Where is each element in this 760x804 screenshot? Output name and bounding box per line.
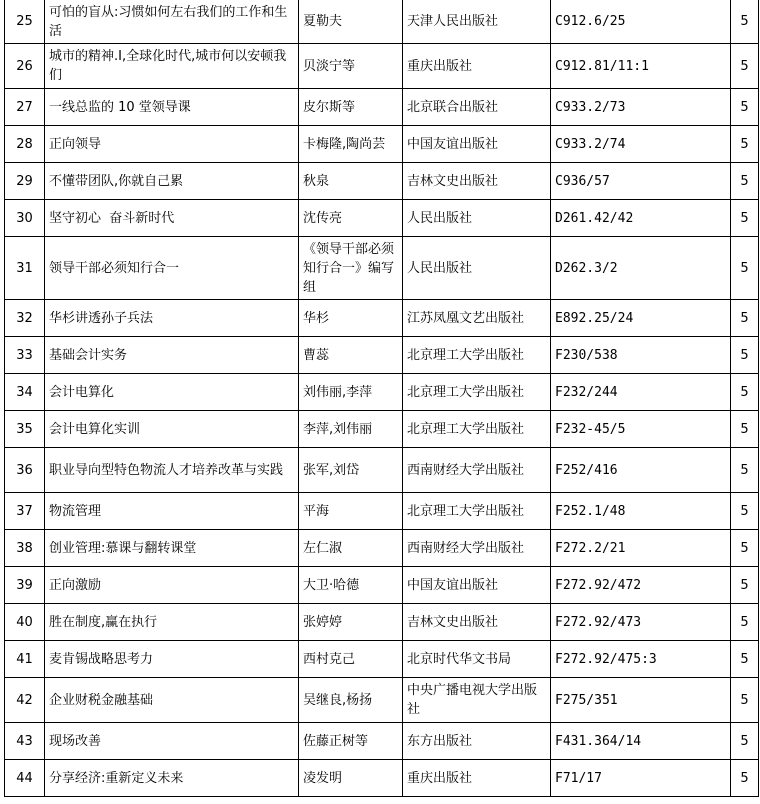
call-number: C912.81/11:1 (551, 44, 731, 89)
table-row (5, 300, 759, 337)
row-number: 32 (5, 300, 45, 337)
copy-count: 5 (731, 567, 759, 604)
copy-count: 5 (731, 641, 759, 678)
table-row (5, 604, 759, 641)
book-publisher: 中央广播电视大学出版社 (403, 678, 551, 723)
book-author: 《领导干部必须知行合一》编写组 (299, 237, 403, 300)
call-number: F252.1/48 (551, 493, 731, 530)
row-number: 31 (5, 237, 45, 300)
row-number: 40 (5, 604, 45, 641)
book-title: 坚守初心 奋斗新时代 (45, 200, 299, 237)
call-number: F272.92/472 (551, 567, 731, 604)
table-row (5, 0, 759, 44)
book-author: 张婷婷 (299, 604, 403, 641)
table-row (5, 530, 759, 567)
call-number: F275/351 (551, 678, 731, 723)
book-publisher: 北京理工大学出版社 (403, 337, 551, 374)
call-number: E892.25/24 (551, 300, 731, 337)
call-number: F232/244 (551, 374, 731, 411)
copy-count: 5 (731, 760, 759, 797)
book-publisher: 人民出版社 (403, 237, 551, 300)
call-number: C933.2/73 (551, 89, 731, 126)
table-row (5, 163, 759, 200)
table-row (5, 200, 759, 237)
row-number: 44 (5, 760, 45, 797)
copy-count: 5 (731, 604, 759, 641)
row-number: 43 (5, 723, 45, 760)
row-number: 42 (5, 678, 45, 723)
table-row (5, 448, 759, 493)
row-number: 33 (5, 337, 45, 374)
row-number: 35 (5, 411, 45, 448)
book-catalog-table (4, 0, 759, 797)
table-row (5, 44, 759, 89)
row-number: 27 (5, 89, 45, 126)
row-number: 26 (5, 44, 45, 89)
copy-count: 5 (731, 493, 759, 530)
copy-count: 5 (731, 678, 759, 723)
book-title: 华杉讲透孙子兵法 (45, 300, 299, 337)
book-author: 刘伟丽,李萍 (299, 374, 403, 411)
call-number: F431.364/14 (551, 723, 731, 760)
book-author: 大卫·哈德 (299, 567, 403, 604)
copy-count: 5 (731, 200, 759, 237)
call-number: C933.2/74 (551, 126, 731, 163)
copy-count: 5 (731, 448, 759, 493)
book-publisher: 天津人民出版社 (403, 0, 551, 44)
book-title: 正向激励 (45, 567, 299, 604)
call-number: C912.6/25 (551, 0, 731, 44)
call-number: F272.2/21 (551, 530, 731, 567)
table-row (5, 760, 759, 797)
book-title: 创业管理:慕课与翻转课堂 (45, 530, 299, 567)
book-author: 卡梅隆,陶尚芸 (299, 126, 403, 163)
copy-count: 5 (731, 89, 759, 126)
call-number: F252/416 (551, 448, 731, 493)
book-publisher: 西南财经大学出版社 (403, 448, 551, 493)
copy-count: 5 (731, 723, 759, 760)
book-title: 可怕的盲从:习惯如何左右我们的工作和生活 (45, 0, 299, 44)
table-row (5, 723, 759, 760)
book-author: 皮尔斯等 (299, 89, 403, 126)
table-row (5, 89, 759, 126)
catalog-body (5, 0, 759, 797)
row-number: 39 (5, 567, 45, 604)
row-number: 29 (5, 163, 45, 200)
copy-count: 5 (731, 530, 759, 567)
book-publisher: 北京联合出版社 (403, 89, 551, 126)
book-title: 城市的精神.I,全球化时代,城市何以安顿我们 (45, 44, 299, 89)
table-row (5, 337, 759, 374)
book-publisher: 北京理工大学出版社 (403, 493, 551, 530)
book-title: 不懂带团队,你就自己累 (45, 163, 299, 200)
call-number: F232-45/5 (551, 411, 731, 448)
row-number: 30 (5, 200, 45, 237)
book-author: 夏勒夫 (299, 0, 403, 44)
book-author: 张军,刘岱 (299, 448, 403, 493)
book-author: 李萍,刘伟丽 (299, 411, 403, 448)
call-number: F71/17 (551, 760, 731, 797)
book-publisher: 北京时代华文书局 (403, 641, 551, 678)
book-author: 秋泉 (299, 163, 403, 200)
book-publisher: 吉林文史出版社 (403, 163, 551, 200)
row-number: 38 (5, 530, 45, 567)
book-title: 企业财税金融基础 (45, 678, 299, 723)
table-row (5, 126, 759, 163)
book-publisher: 东方出版社 (403, 723, 551, 760)
book-publisher: 人民出版社 (403, 200, 551, 237)
book-title: 麦肯锡战略思考力 (45, 641, 299, 678)
call-number: D262.3/2 (551, 237, 731, 300)
copy-count: 5 (731, 163, 759, 200)
book-title: 职业导向型特色物流人才培养改革与实践 (45, 448, 299, 493)
row-number: 25 (5, 0, 45, 44)
book-title: 基础会计实务 (45, 337, 299, 374)
row-number: 34 (5, 374, 45, 411)
row-number: 28 (5, 126, 45, 163)
book-author: 平海 (299, 493, 403, 530)
copy-count: 5 (731, 44, 759, 89)
book-publisher: 北京理工大学出版社 (403, 374, 551, 411)
copy-count: 5 (731, 300, 759, 337)
copy-count: 5 (731, 0, 759, 44)
book-author: 佐藤正树等 (299, 723, 403, 760)
book-title: 会计电算化实训 (45, 411, 299, 448)
table-row (5, 678, 759, 723)
book-author: 贝淡宁等 (299, 44, 403, 89)
table-row (5, 411, 759, 448)
book-title: 分享经济:重新定义未来 (45, 760, 299, 797)
table-row (5, 493, 759, 530)
book-publisher: 西南财经大学出版社 (403, 530, 551, 567)
book-title: 一线总监的 10 堂领导课 (45, 89, 299, 126)
call-number: C936/57 (551, 163, 731, 200)
book-title: 物流管理 (45, 493, 299, 530)
copy-count: 5 (731, 237, 759, 300)
call-number: D261.42/42 (551, 200, 731, 237)
book-publisher: 重庆出版社 (403, 760, 551, 797)
table-row (5, 374, 759, 411)
book-publisher: 中国友谊出版社 (403, 567, 551, 604)
row-number: 37 (5, 493, 45, 530)
book-publisher: 重庆出版社 (403, 44, 551, 89)
book-title: 现场改善 (45, 723, 299, 760)
book-author: 沈传亮 (299, 200, 403, 237)
call-number: F230/538 (551, 337, 731, 374)
book-author: 吴继良,杨扬 (299, 678, 403, 723)
book-author: 西村克己 (299, 641, 403, 678)
book-title: 正向领导 (45, 126, 299, 163)
book-title: 胜在制度,赢在执行 (45, 604, 299, 641)
call-number: F272.92/475:3 (551, 641, 731, 678)
book-author: 凌发明 (299, 760, 403, 797)
copy-count: 5 (731, 374, 759, 411)
book-publisher: 北京理工大学出版社 (403, 411, 551, 448)
book-title: 领导干部必须知行合一 (45, 237, 299, 300)
book-author: 华杉 (299, 300, 403, 337)
book-title: 会计电算化 (45, 374, 299, 411)
row-number: 41 (5, 641, 45, 678)
row-number: 36 (5, 448, 45, 493)
table-row (5, 237, 759, 300)
copy-count: 5 (731, 126, 759, 163)
book-author: 左仁淑 (299, 530, 403, 567)
copy-count: 5 (731, 337, 759, 374)
table-row (5, 567, 759, 604)
copy-count: 5 (731, 411, 759, 448)
book-publisher: 吉林文史出版社 (403, 604, 551, 641)
call-number: F272.92/473 (551, 604, 731, 641)
book-publisher: 江苏凤凰文艺出版社 (403, 300, 551, 337)
table-row (5, 641, 759, 678)
book-author: 曹蕊 (299, 337, 403, 374)
book-publisher: 中国友谊出版社 (403, 126, 551, 163)
